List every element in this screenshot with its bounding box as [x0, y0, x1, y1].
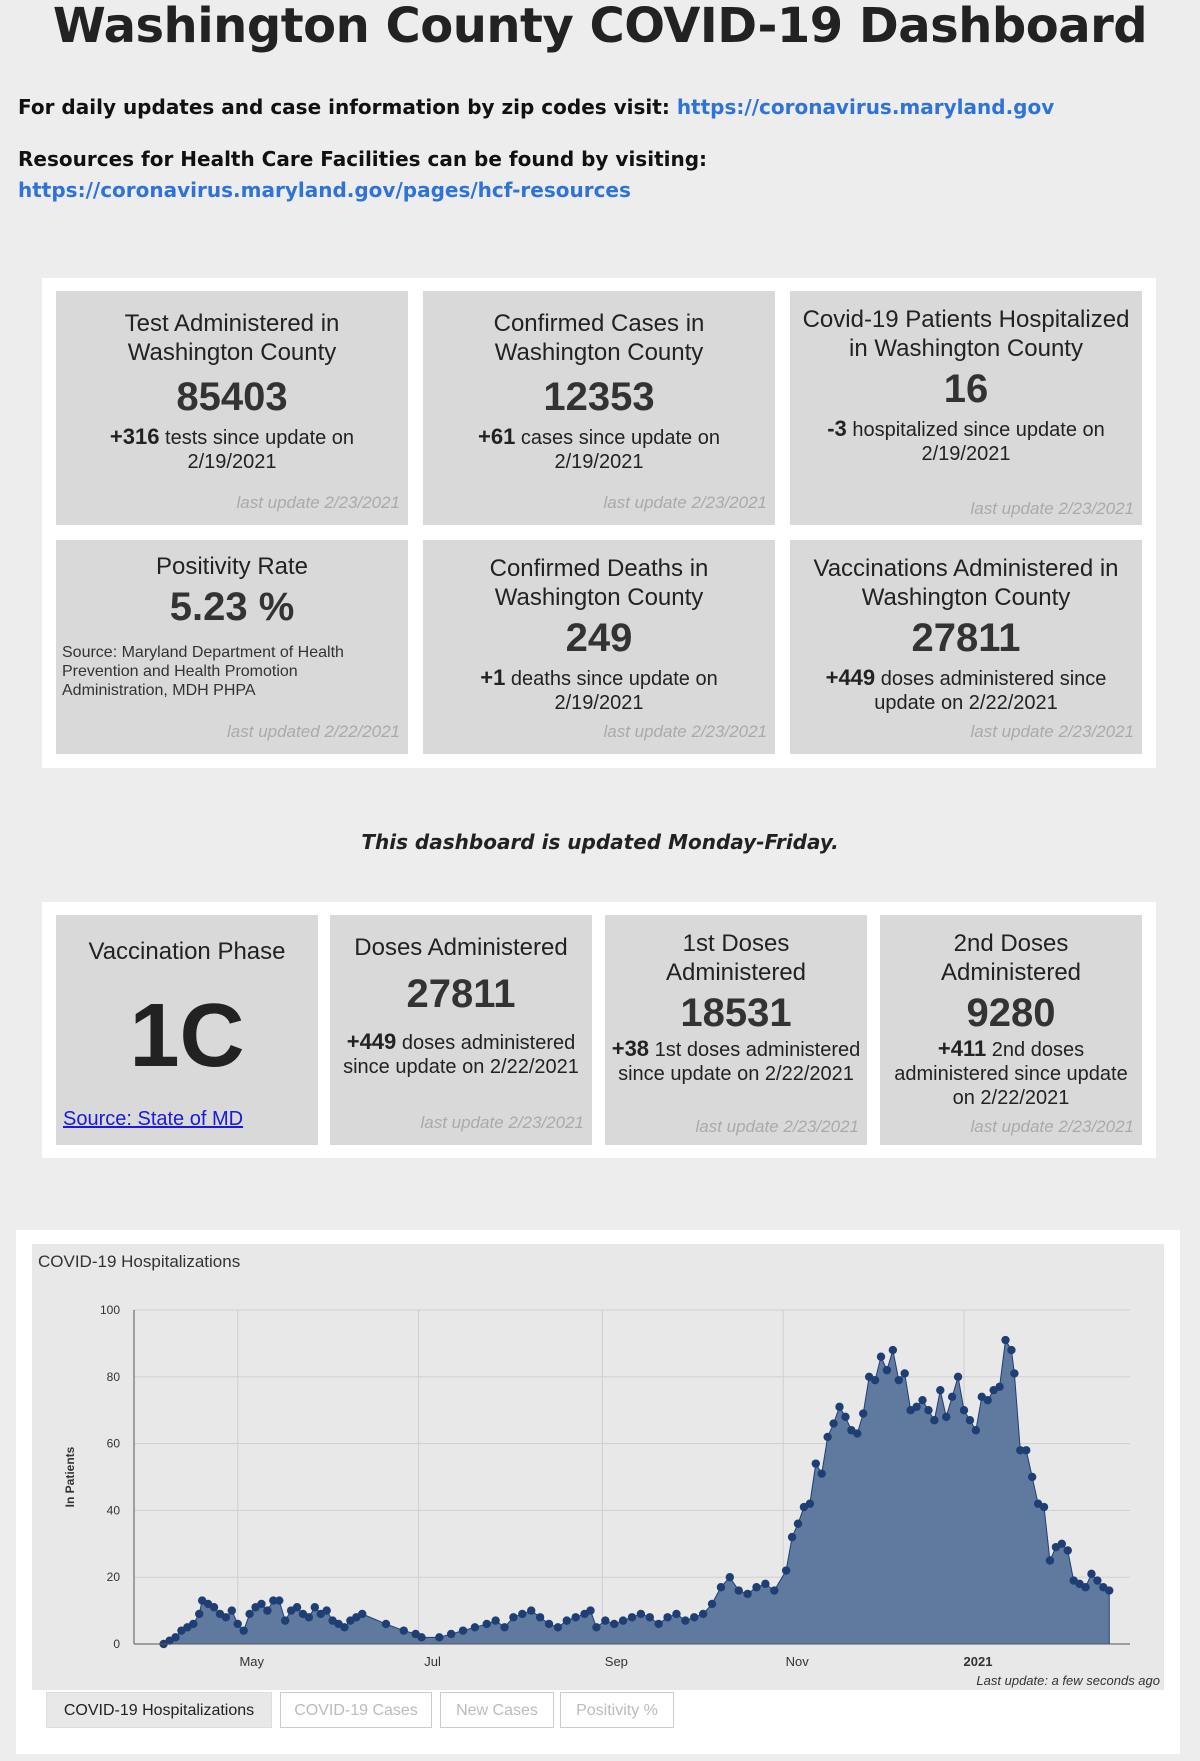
stats-panel [42, 278, 1156, 768]
data-point [340, 1623, 348, 1631]
tab-covid-19-hospitalizations[interactable]: COVID-19 Hospitalizations [46, 1692, 272, 1728]
data-point [195, 1610, 203, 1618]
data-point [400, 1626, 408, 1634]
vaccination-phase-title: Vaccination Phase [88, 938, 286, 965]
second-doses-delta: +411 [937, 1036, 987, 1061]
vaccine-panel [42, 902, 1156, 1158]
data-point [509, 1613, 517, 1621]
data-point [210, 1603, 218, 1611]
x-tick-label: 2021 [963, 1654, 993, 1669]
second-doses-tile [880, 915, 1142, 1145]
data-point [1046, 1556, 1054, 1564]
x-tick-label: Jul [424, 1654, 441, 1669]
data-point [471, 1623, 479, 1631]
data-point [663, 1613, 671, 1621]
y-tick-label: 100 [99, 1303, 120, 1317]
data-point [788, 1533, 796, 1541]
chart-area [32, 1244, 1164, 1690]
first-doses-title: 1st Doses Administered [665, 930, 807, 986]
hcf-resources-text: Resources for Health Care Facilities can be found by visiting: [18, 147, 708, 171]
data-point [189, 1620, 197, 1628]
vaccination-phase-value: 1C [129, 986, 245, 1086]
state-of-md-source-link[interactable]: Source: State of MD [63, 1108, 244, 1130]
doses-change-text: doses administered since update on 2/22/2021 [343, 1032, 579, 1078]
deaths-title: Confirmed Deaths in Washington County [489, 555, 709, 611]
data-point [794, 1520, 802, 1528]
vaccinations-value: 27811 [911, 616, 1021, 660]
positivity-value: 5.23 % [169, 585, 295, 629]
first-doses-tile [605, 915, 867, 1145]
data-point [245, 1610, 253, 1618]
first-doses-change-text: 1st doses administered since update on 2/22/2021 [618, 1039, 861, 1085]
doses-updated: last update 2/23/2021 [420, 1113, 584, 1132]
data-point [447, 1630, 455, 1638]
doses-delta: +449 [346, 1029, 397, 1054]
data-point [770, 1586, 778, 1594]
data-point [972, 1426, 980, 1434]
data-point [853, 1429, 861, 1437]
deaths-updated: last update 2/23/2021 [603, 722, 767, 741]
data-point [1040, 1503, 1048, 1511]
hcf-resources-info [18, 144, 1178, 206]
data-point [1093, 1576, 1101, 1584]
data-point [483, 1620, 491, 1628]
data-point [1022, 1446, 1030, 1454]
doses-change [330, 1030, 592, 1079]
data-point [554, 1623, 562, 1631]
y-tick-label: 60 [106, 1436, 120, 1451]
data-point [672, 1610, 680, 1618]
data-point [829, 1419, 837, 1427]
deaths-change [423, 666, 775, 715]
data-point [942, 1413, 950, 1421]
deaths-tile [423, 540, 775, 754]
data-point [491, 1616, 499, 1624]
x-tick-label: Sep [604, 1654, 628, 1669]
data-point [918, 1396, 926, 1404]
data-point [545, 1620, 553, 1628]
data-point [889, 1346, 897, 1354]
hospitalized-change [790, 417, 1142, 466]
data-point [877, 1353, 885, 1361]
data-point [1028, 1473, 1036, 1481]
tab-positivity[interactable]: Positivity % [560, 1692, 674, 1728]
data-point [984, 1396, 992, 1404]
data-point [782, 1566, 790, 1574]
data-point [293, 1603, 301, 1611]
positivity-tile [56, 540, 408, 754]
data-point [966, 1416, 974, 1424]
data-point [637, 1610, 645, 1618]
data-point [1105, 1586, 1113, 1594]
data-point [311, 1603, 319, 1611]
data-point [281, 1616, 289, 1624]
doses-tile [330, 915, 592, 1145]
tests-updated: last update 2/23/2021 [236, 493, 400, 512]
first-doses-change [605, 1037, 867, 1086]
chart-title: COVID-19 Hospitalizations [38, 1252, 241, 1271]
tests-title: Test Administered in Washington County [124, 310, 340, 366]
data-point [699, 1610, 707, 1618]
hospitalized-updated: last update 2/23/2021 [970, 499, 1134, 518]
data-point [812, 1459, 820, 1467]
data-point [527, 1606, 535, 1614]
data-point [936, 1386, 944, 1394]
cases-change-text: cases since update on 2/19/2021 [515, 427, 720, 473]
data-point [901, 1369, 909, 1377]
page-title: Washington County COVID-19 Dashboard [52, 0, 1148, 54]
chart-panel [16, 1230, 1180, 1754]
data-point [681, 1616, 689, 1624]
data-point [806, 1500, 814, 1508]
tests-tile [56, 291, 408, 525]
data-point [619, 1616, 627, 1624]
data-point [222, 1613, 230, 1621]
cases-delta: +61 [478, 424, 516, 449]
data-point [690, 1613, 698, 1621]
data-point [459, 1626, 467, 1634]
data-point [912, 1403, 920, 1411]
y-tick-label: 0 [113, 1637, 120, 1651]
data-point [924, 1406, 932, 1414]
data-point [382, 1620, 390, 1628]
data-point [1081, 1583, 1089, 1591]
cases-value: 12353 [543, 375, 655, 419]
data-point [263, 1606, 271, 1614]
data-point [234, 1620, 242, 1628]
zip-code-info-text: For daily updates and case information by zip codes visit: [18, 95, 677, 119]
data-point [228, 1606, 236, 1614]
hospitalized-title: Covid-19 Patients Hospitalized in Washington County [802, 306, 1130, 362]
positivity-title: Positivity Rate [155, 553, 309, 580]
vaccinations-delta: +449 [825, 665, 876, 690]
data-point [708, 1600, 716, 1608]
vaccinations-change [790, 666, 1142, 715]
cases-title: Confirmed Cases in Washington County [493, 310, 705, 366]
data-point [995, 1383, 1003, 1391]
tests-value: 85403 [176, 375, 288, 419]
hospitalized-delta: -3 [827, 416, 847, 441]
data-point [305, 1613, 313, 1621]
data-point [954, 1373, 962, 1381]
data-point [960, 1406, 968, 1414]
first-doses-delta: +38 [611, 1036, 650, 1061]
data-point [563, 1616, 571, 1624]
y-axis-label: In Patients [63, 1446, 77, 1508]
tests-change-text: tests since update on 2/19/2021 [159, 427, 355, 473]
data-point [1010, 1369, 1018, 1377]
deaths-change-text: deaths since update on 2/19/2021 [505, 668, 718, 714]
data-point [761, 1580, 769, 1588]
cases-updated: last update 2/23/2021 [603, 493, 767, 512]
data-point [948, 1393, 956, 1401]
data-point [628, 1613, 636, 1621]
first-doses-value: 18531 [680, 991, 792, 1035]
data-point [818, 1469, 826, 1477]
data-point [895, 1376, 903, 1384]
chart-last-update: Last update: a few seconds ago [976, 1673, 1160, 1688]
data-point [601, 1616, 609, 1624]
data-point [871, 1376, 879, 1384]
data-point [654, 1620, 662, 1628]
doses-value: 27811 [406, 972, 516, 1016]
cases-change [423, 425, 775, 474]
hospitalizations-chart [32, 1244, 1164, 1690]
data-point [518, 1610, 526, 1618]
second-doses-value: 9280 [966, 991, 1056, 1035]
tests-change [56, 425, 408, 474]
data-point [536, 1613, 544, 1621]
coronavirus-maryland-link[interactable]: https://coronavirus.maryland.gov [676, 95, 1055, 119]
zip-code-info [18, 92, 1178, 123]
data-point [752, 1583, 760, 1591]
data-point [435, 1633, 443, 1641]
data-point [883, 1366, 891, 1374]
data-point [1058, 1540, 1066, 1548]
data-point [239, 1626, 247, 1634]
data-point [743, 1590, 751, 1598]
vaccinations-tile [790, 540, 1142, 754]
data-point [417, 1633, 425, 1641]
x-tick-label: Nov [785, 1654, 809, 1669]
tests-delta: +316 [109, 424, 160, 449]
data-point [275, 1596, 283, 1604]
cases-tile [423, 291, 775, 525]
tab-covid-19-cases[interactable]: COVID-19 Cases [280, 1692, 432, 1728]
hcf-resources-link[interactable]: https://coronavirus.maryland.gov/pages/hcf-resources [18, 178, 631, 202]
data-point [930, 1416, 938, 1424]
doses-title: Doses Administered [354, 934, 568, 961]
hospitalizations-area [164, 1340, 1110, 1644]
data-point [257, 1600, 265, 1608]
data-point [592, 1623, 600, 1631]
update-schedule-note: This dashboard is updated Monday-Friday. [361, 830, 839, 854]
y-tick-label: 20 [106, 1570, 120, 1585]
tab-new-cases[interactable]: New Cases [440, 1692, 554, 1728]
y-tick-label: 80 [106, 1369, 120, 1384]
data-point [646, 1613, 654, 1621]
data-point [571, 1613, 579, 1621]
deaths-delta: +1 [480, 665, 506, 690]
deaths-value: 249 [565, 616, 633, 660]
data-point [322, 1606, 330, 1614]
data-point [835, 1403, 843, 1411]
data-point [610, 1620, 618, 1628]
hospitalized-change-text: hospitalized since update on 2/19/2021 [846, 419, 1105, 465]
x-tick-label: May [239, 1654, 265, 1669]
positivity-updated: last updated 2/22/2021 [227, 722, 400, 741]
y-tick-label: 40 [106, 1503, 120, 1518]
data-point [726, 1573, 734, 1581]
data-point [859, 1409, 867, 1417]
data-point [717, 1583, 725, 1591]
first-doses-updated: last update 2/23/2021 [695, 1117, 859, 1136]
data-point [500, 1623, 508, 1631]
data-point [171, 1633, 179, 1641]
chart-area-series [164, 1340, 1110, 1644]
second-doses-updated: last update 2/23/2021 [970, 1117, 1134, 1136]
hospitalized-tile [790, 291, 1142, 525]
data-point [1064, 1546, 1072, 1554]
positivity-source: Source: Maryland Department of Health Prevention and Health Promotion Administration, MDH PHPA [62, 644, 344, 699]
data-point [841, 1413, 849, 1421]
hospitalized-value: 16 [943, 367, 989, 411]
data-point [1007, 1346, 1015, 1354]
second-doses-change [880, 1037, 1142, 1110]
data-point [1001, 1336, 1009, 1344]
data-point [823, 1433, 831, 1441]
data-point [1087, 1570, 1095, 1578]
vaccinations-change-text: doses administered since update on 2/22/2021 [874, 668, 1107, 714]
vaccinations-title: Vaccinations Administered in Washington County [813, 555, 1119, 611]
second-doses-title: 2nd Doses Administered [940, 930, 1082, 986]
data-point [586, 1606, 594, 1614]
vaccinations-updated: last update 2/23/2021 [970, 722, 1134, 741]
data-point [358, 1610, 366, 1618]
vaccination-phase-tile [56, 915, 318, 1145]
data-point [735, 1586, 743, 1594]
second-doses-change-text: 2nd doses administered since update on 2/22/2021 [894, 1039, 1128, 1109]
